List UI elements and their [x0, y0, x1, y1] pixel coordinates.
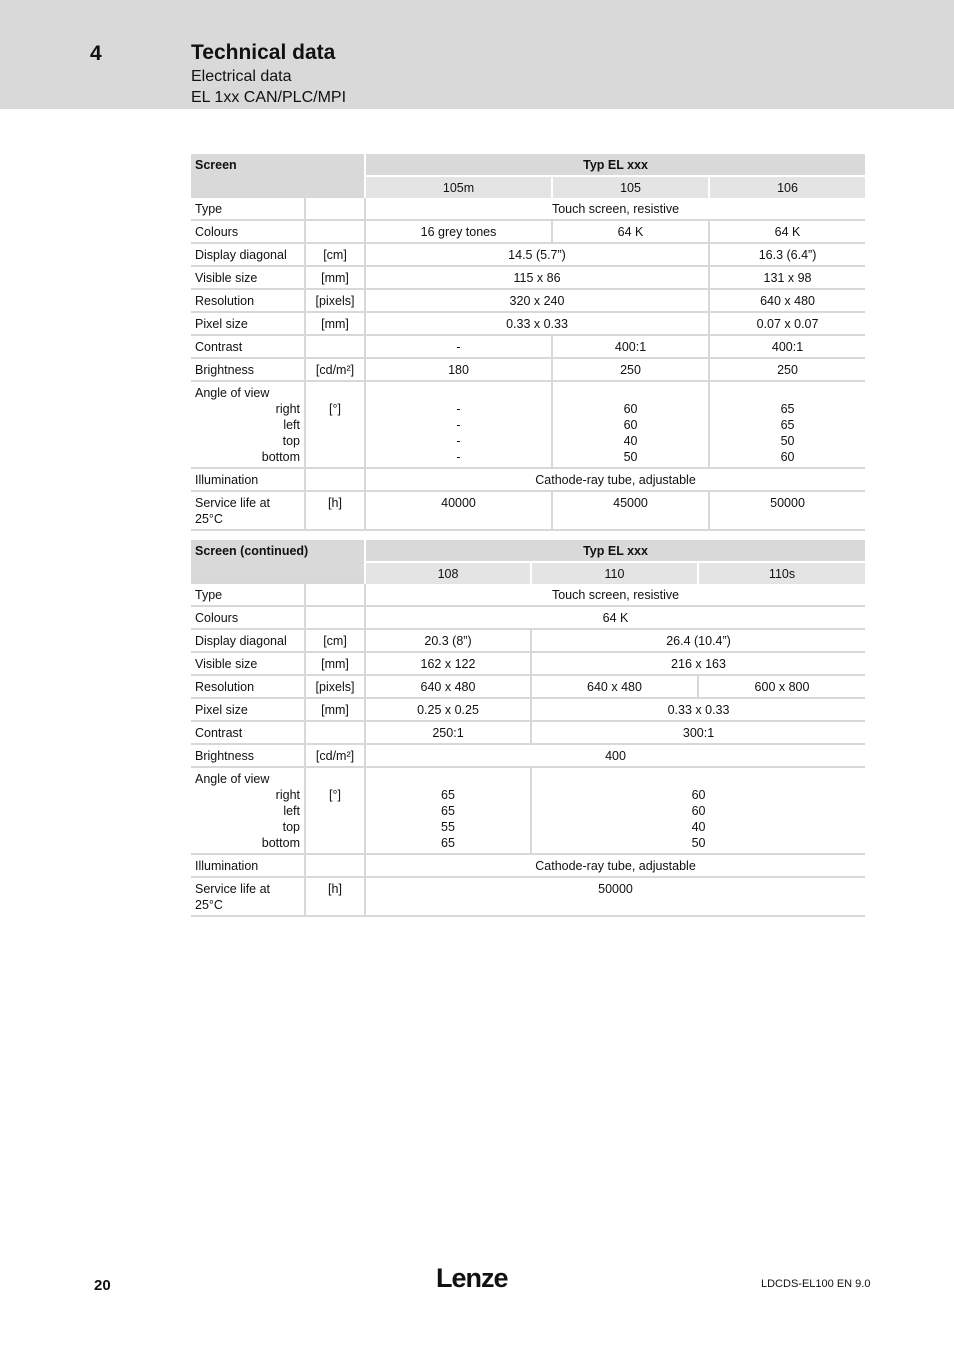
row-unit — [304, 336, 364, 359]
cell-line: - — [456, 402, 461, 416]
cell-value: 600 x 800 — [697, 676, 865, 699]
row-unit: [h] — [304, 492, 364, 531]
row-unit: [mm] — [304, 653, 364, 676]
row-label: Pixel size — [191, 699, 304, 722]
subsection-subtitle: EL 1xx CAN/PLC/MPI — [191, 89, 347, 106]
cell-line: 65 — [780, 402, 795, 416]
cell-value: 50000 — [364, 878, 865, 917]
row-label: Type — [191, 198, 304, 221]
row-label: Display diagonal — [191, 244, 304, 267]
cell-value: 45000 — [551, 492, 708, 531]
row-label — [191, 492, 304, 531]
column-header: 105 — [551, 177, 708, 198]
page-number: 20 — [94, 1277, 111, 1294]
cell-value — [551, 382, 708, 469]
row-sublabel: right — [275, 788, 300, 802]
row-unit — [304, 382, 364, 469]
row-label: Display diagonal — [191, 630, 304, 653]
cell-line: 40 — [691, 820, 706, 834]
cell-value: 0.07 x 0.07 — [708, 313, 865, 336]
cell-value: 250 — [551, 359, 708, 382]
row-unit: [cm] — [304, 244, 364, 267]
row-label — [191, 878, 304, 917]
document-id: LDCDS-EL100 EN 9.0 — [761, 1278, 871, 1290]
cell-value: Cathode-ray tube, adjustable — [364, 469, 865, 492]
cell-value: 640 x 480 — [530, 676, 697, 699]
cell-line: 60 — [623, 402, 638, 416]
row-unit — [304, 607, 364, 630]
page-title: Technical data — [191, 41, 336, 64]
column-header: 105m — [364, 177, 551, 198]
cell-value: 400 — [364, 745, 865, 768]
row-sublabel: right — [275, 402, 300, 416]
cell-value: 64 K — [551, 221, 708, 244]
table-row — [191, 359, 865, 382]
row-unit — [304, 469, 364, 492]
cell-value: 180 — [364, 359, 551, 382]
row-label: Brightness — [191, 359, 304, 382]
row-sublabel: top — [282, 820, 300, 834]
cell-value: 64 K — [364, 607, 865, 630]
cell-line: 65 — [780, 418, 795, 432]
table-row — [191, 745, 865, 768]
table-row — [191, 676, 865, 699]
cell-line: 40 — [623, 434, 638, 448]
row-unit: [cd/m²] — [304, 359, 364, 382]
cell-line: 55 — [441, 820, 455, 834]
header-band — [0, 0, 954, 109]
table-row — [191, 221, 865, 244]
cell-value: - — [364, 336, 551, 359]
cell-value: 64 K — [708, 221, 865, 244]
cell-value: Touch screen, resistive — [364, 198, 865, 221]
row-label-line: Service life at — [195, 882, 271, 896]
row-sublabel: left — [283, 418, 300, 432]
cell-value — [364, 768, 530, 855]
cell-line: 50 — [623, 450, 638, 464]
cell-line: 60 — [691, 804, 706, 818]
row-label: Resolution — [191, 676, 304, 699]
cell-value: 20.3 (8”) — [364, 630, 530, 653]
cell-line: - — [456, 434, 461, 448]
cell-value: 40000 — [364, 492, 551, 531]
row-unit — [304, 198, 364, 221]
cell-value: 640 x 480 — [364, 676, 530, 699]
row-unit: [mm] — [304, 313, 364, 336]
cell-value: 0.33 x 0.33 — [364, 313, 708, 336]
cell-value — [530, 768, 865, 855]
table-row — [191, 313, 865, 336]
cell-line: - — [456, 418, 461, 432]
row-unit: [mm] — [304, 267, 364, 290]
cell-value: 162 x 122 — [364, 653, 530, 676]
row-label: Resolution — [191, 290, 304, 313]
row-label: Type — [191, 584, 304, 607]
table-row — [191, 855, 865, 878]
row-unit — [304, 584, 364, 607]
cell-value: 400:1 — [551, 336, 708, 359]
cell-line: 60 — [780, 450, 795, 464]
row-unit — [304, 768, 364, 855]
row-sublabel: bottom — [261, 836, 300, 850]
cell-value: 115 x 86 — [364, 267, 708, 290]
cell-value: 640 x 480 — [708, 290, 865, 313]
row-label — [191, 768, 304, 855]
column-header: 110s — [697, 563, 865, 584]
screen-spec-table-continued — [191, 540, 865, 917]
column-header: 108 — [364, 563, 530, 584]
column-header: 106 — [708, 177, 865, 198]
row-unit: [pixels] — [304, 290, 364, 313]
row-label: Visible size — [191, 267, 304, 290]
row-label-main: Angle of view — [195, 386, 270, 400]
table-row — [191, 290, 865, 313]
row-unit — [304, 722, 364, 745]
row-label: Brightness — [191, 745, 304, 768]
cell-line: 50 — [780, 434, 795, 448]
cell-line: 65 — [441, 804, 455, 818]
row-label: Colours — [191, 607, 304, 630]
table-row — [191, 382, 865, 469]
row-label: Contrast — [191, 336, 304, 359]
group-header: Typ EL xxx — [364, 154, 865, 177]
screen-spec-table — [191, 154, 865, 531]
table-row — [191, 630, 865, 653]
row-label-line: Service life at — [195, 496, 271, 510]
row-sublabel: left — [283, 804, 300, 818]
table-row — [191, 198, 865, 221]
cell-value: 300:1 — [530, 722, 865, 745]
row-label: Pixel size — [191, 313, 304, 336]
cell-line: 50 — [691, 836, 706, 850]
table-row — [191, 336, 865, 359]
cell-value: 250:1 — [364, 722, 530, 745]
table-row — [191, 653, 865, 676]
lenze-logo: Lenze — [436, 1263, 508, 1293]
row-label — [191, 382, 304, 469]
row-unit: [cm] — [304, 630, 364, 653]
table-header-row — [191, 154, 865, 177]
cell-value: 14.5 (5.7”) — [364, 244, 708, 267]
cell-value: 16.3 (6.4”) — [708, 244, 865, 267]
row-sublabel: top — [282, 434, 300, 448]
row-label: Illumination — [191, 855, 304, 878]
row-unit: [cd/m²] — [304, 745, 364, 768]
row-unit — [304, 221, 364, 244]
row-label: Visible size — [191, 653, 304, 676]
column-header: 110 — [530, 563, 697, 584]
table-row — [191, 699, 865, 722]
cell-value: 0.25 x 0.25 — [364, 699, 530, 722]
table-row — [191, 722, 865, 745]
row-label-line: 25°C — [195, 898, 223, 912]
table-header-row — [191, 540, 865, 563]
group-header: Typ EL xxx — [364, 540, 865, 563]
cell-line: - — [456, 450, 461, 464]
table-row — [191, 244, 865, 267]
row-label: Contrast — [191, 722, 304, 745]
row-label-main: Angle of view — [195, 772, 270, 786]
row-label-line: 25°C — [195, 512, 223, 526]
row-label: Illumination — [191, 469, 304, 492]
table-row — [191, 878, 865, 917]
cell-value: Touch screen, resistive — [364, 584, 865, 607]
cell-line: 60 — [623, 418, 638, 432]
table-row — [191, 584, 865, 607]
section-subtitle: Electrical data — [191, 68, 292, 85]
table-row — [191, 469, 865, 492]
table-row — [191, 492, 865, 531]
cell-value — [364, 382, 551, 469]
cell-value: 320 x 240 — [364, 290, 708, 313]
cell-line: 60 — [691, 788, 706, 802]
cell-value: 16 grey tones — [364, 221, 551, 244]
cell-value — [708, 382, 865, 469]
cell-value: 216 x 163 — [530, 653, 865, 676]
cell-value: 131 x 98 — [708, 267, 865, 290]
unit-text: [°] — [329, 402, 341, 416]
row-unit: [mm] — [304, 699, 364, 722]
cell-value: 50000 — [708, 492, 865, 531]
table-title: Screen — [191, 154, 364, 198]
cell-value: 250 — [708, 359, 865, 382]
table-row — [191, 768, 865, 855]
unit-text: [°] — [329, 788, 341, 802]
cell-line: 65 — [441, 836, 455, 850]
chapter-number: 4 — [90, 42, 102, 65]
row-label: Colours — [191, 221, 304, 244]
row-unit: [h] — [304, 878, 364, 917]
cell-line: 65 — [441, 788, 455, 802]
cell-value: 0.33 x 0.33 — [530, 699, 865, 722]
row-sublabel: bottom — [261, 450, 300, 464]
row-unit — [304, 855, 364, 878]
cell-value: 400:1 — [708, 336, 865, 359]
row-unit: [pixels] — [304, 676, 364, 699]
table-row — [191, 267, 865, 290]
cell-value: 26.4 (10.4”) — [530, 630, 865, 653]
table-title: Screen (continued) — [191, 540, 364, 584]
table-row — [191, 607, 865, 630]
cell-value: Cathode-ray tube, adjustable — [364, 855, 865, 878]
